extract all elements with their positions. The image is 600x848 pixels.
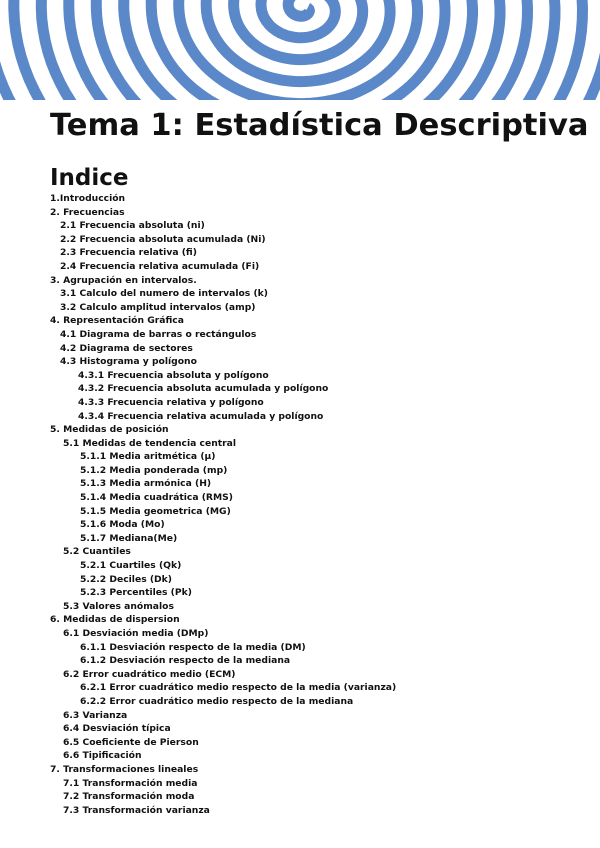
toc-item: 6.2.1 Error cuadrático medio respecto de la media (varianza) <box>80 682 397 694</box>
toc-item: 2.1 Frecuencia absoluta (ni) <box>60 220 205 232</box>
toc-item: 2. Frecuencias <box>50 206 125 218</box>
toc-item: 5.1.1 Media aritmética (µ) <box>80 451 216 463</box>
toc-item: 4.1 Diagrama de barras o rectángulos <box>60 328 257 340</box>
toc-item: 6.5 Coeficiente de Pierson <box>63 736 199 748</box>
toc-item: 6.3 Varianza <box>63 709 128 721</box>
toc-item: 3.1 Calculo del numero de intervalos (k) <box>60 288 268 300</box>
toc-item: 3. Agrupación en intervalos. <box>50 274 197 286</box>
toc-item: 7. Transformaciones lineales <box>50 763 199 775</box>
toc-item: 4. Representación Gráfica <box>50 315 184 327</box>
toc-item: 7.2 Transformación moda <box>63 791 195 803</box>
toc-item: 2.3 Frecuencia relativa (fi) <box>60 247 197 259</box>
toc-item: 5.3 Valores anómalos <box>63 600 174 612</box>
toc-item: 4.3 Histograma y polígono <box>60 356 197 368</box>
toc-item: 7.3 Transformación varianza <box>63 804 210 816</box>
toc-item: 5.1.5 Media geometrica (MG) <box>80 505 231 517</box>
toc-item: 4.2 Diagrama de sectores <box>60 342 193 354</box>
toc-item: 5.1.2 Media ponderada (mp) <box>80 464 228 476</box>
toc-item: 6.4 Desviación típica <box>63 723 171 735</box>
toc-item: 5.2.3 Percentiles (Pk) <box>80 587 192 599</box>
toc-item: 5.2.1 Cuartiles (Qk) <box>80 560 182 572</box>
toc-item: 6.6 Tipificación <box>63 750 142 762</box>
toc-item: 2.2 Frecuencia absoluta acumulada (Ni) <box>60 233 266 245</box>
toc-item: 5.1.6 Moda (Mo) <box>80 519 165 531</box>
index-heading: Indice <box>50 165 129 191</box>
toc-item: 5.1.3 Media armónica (H) <box>80 478 212 490</box>
toc-item: 4.3.4 Frecuencia relativa acumulada y polígono <box>78 410 324 422</box>
toc-item: 6.1.2 Desviación respecto de la mediana <box>80 655 291 667</box>
blue-spiral-banner-image <box>0 0 600 100</box>
toc-item: 6.2.2 Error cuadrático medio respecto de la mediana <box>80 695 354 707</box>
toc-item: 6.2 Error cuadrático medio (ECM) <box>63 668 236 680</box>
toc-item: 7.1 Transformación media <box>63 777 198 789</box>
toc-item: 5.2.2 Deciles (Dk) <box>80 573 172 585</box>
toc-item: 4.3.2 Frecuencia absoluta acumulada y polígono <box>78 383 329 395</box>
toc-item: 5.1.7 Mediana(Me) <box>80 532 178 544</box>
toc-item: 6.1 Desviación media (DMp) <box>63 628 209 639</box>
toc-item: 5.1 Medidas de tendencia central <box>63 437 237 449</box>
toc-item: 5.2 Cuantiles <box>63 546 131 558</box>
toc-item: 6.1.1 Desviación respecto de la media (DM) <box>80 641 306 653</box>
spiral-banner <box>0 0 600 100</box>
table-of-contents <box>50 192 396 817</box>
page-title: Tema 1: Estadística Descriptiva <box>50 108 589 143</box>
toc-item: 5. Medidas de posición <box>50 424 169 436</box>
toc-item: 4.3.1 Frecuencia absoluta y polígono <box>78 369 269 381</box>
toc-item: 2.4 Frecuencia relativa acumulada (Fi) <box>60 260 260 272</box>
toc-item: 1.Introducción <box>50 193 126 204</box>
toc-item: 3.2 Calculo amplitud intervalos (amp) <box>60 301 256 313</box>
toc-item: 4.3.3 Frecuencia relativa y polígono <box>78 396 264 408</box>
toc-item: 5.1.4 Media cuadrática (RMS) <box>80 492 233 504</box>
toc-item: 6. Medidas de dispersion <box>50 614 180 626</box>
